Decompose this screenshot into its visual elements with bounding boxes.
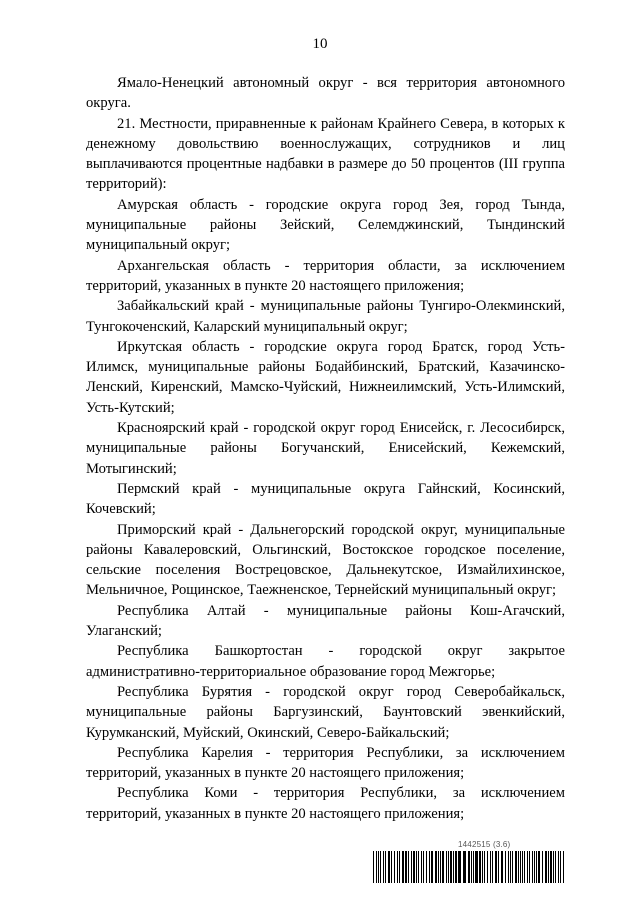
paragraph-item-21: 21. Местности, приравненные к районам Крайнего Севера, в которых к денежному довольствию военнослужащих, сотрудников и лиц выплачиваются процентные надбавки в размере до 50 процентов (III группа территорий): bbox=[86, 115, 565, 193]
document-body bbox=[86, 73, 565, 824]
paragraph-komi: Республика Коми - территория Республики, за исключением территорий, указанных в пункте 20 настоящего приложения; bbox=[86, 785, 565, 822]
paragraph-krasnoyarsk: Красноярский край - городской округ город Енисейск, г. Лесосибирск, муниципальные районы Богучанский, Енисейский, Кежемский, Мотыгинский; bbox=[86, 420, 565, 477]
paragraph-bashkortostan: Республика Башкортостан - городской округ закрытое административно-территориальное образование город Межгорье; bbox=[86, 643, 565, 680]
paragraph-buryatia: Республика Бурятия - городской округ город Северобайкальск, муниципальные районы Баргузинский, Баунтовский эвенкийский, Курумканский, Муйский, Окинский, Северо-Байкальский; bbox=[86, 683, 565, 741]
paragraph-zabaikalsky: Забайкальский край - муниципальные районы Тунгиро-Олекминский, Тунгокоченский, Каларский муниципальный округ; bbox=[86, 298, 565, 335]
paragraph-primorsky: Приморский край - Дальнегорский городской округ, муниципальные районы Кавалеровский, Ольгинский, Востокское городское поселение, сельские поселения Вострецовское, Дальнекутское, Измайлихинское, Мельничное, Рощинское, Таежненское, Тернейский муниципальный округ; bbox=[86, 521, 565, 599]
document-code: 1442515 (3.6) bbox=[458, 840, 511, 849]
paragraph-perm: Пермский край - муниципальные округа Гайнский, Косинский, Кочевский; bbox=[86, 480, 565, 518]
paragraph-karelia: Республика Карелия - территория Республики, за исключением территорий, указанных в пункте 20 настоящего приложения; bbox=[86, 744, 565, 782]
barcode bbox=[373, 851, 565, 883]
page-number: 10 bbox=[312, 36, 328, 52]
paragraph-amur: Амурская область - городские округа город Зея, город Тында, муниципальные районы Зейский, Селемджинский, Тындинский муниципальный округ; bbox=[86, 196, 565, 254]
paragraph-irkutsk: Иркутская область - городские округа город Братск, город Усть-Илимск, муниципальные районы Бодайбинский, Братский, Казачинско-Ленский, Киренский, Мамско-Чуйский, Нижнеилимский, Усть-Илимский, Усть-Кутский; bbox=[86, 338, 565, 416]
paragraph-arkhangelsk: Архангельская область - территория области, за исключением территорий, указанных в пункте 20 настоящего приложения; bbox=[86, 257, 565, 294]
paragraph-altai: Республика Алтай - муниципальные районы Кош-Агачский, Улаганский; bbox=[86, 602, 565, 640]
paragraph-yamal: Ямало-Ненецкий автономный округ - вся территория автономного округа. bbox=[86, 75, 565, 112]
